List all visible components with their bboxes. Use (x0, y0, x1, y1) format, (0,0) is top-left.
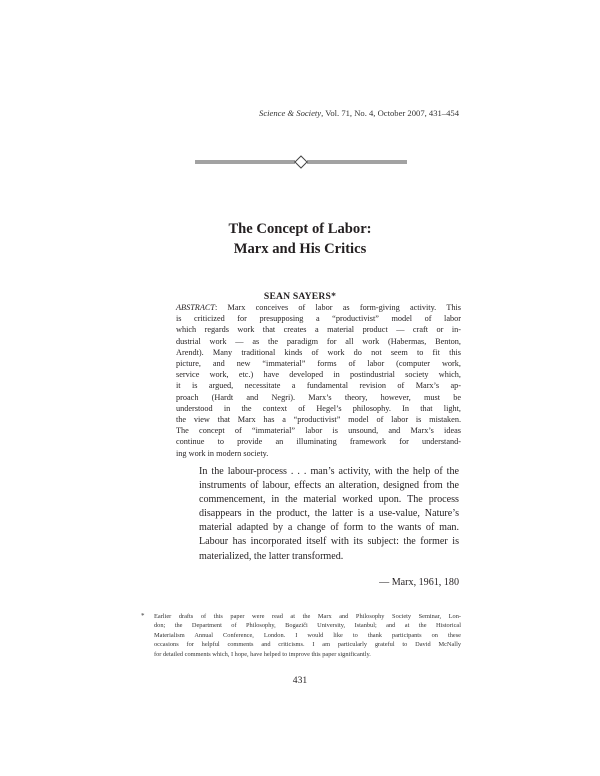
abstract-line: it is argued, necessitate a fundamental revision of Marx’s ap- (176, 381, 461, 391)
epigraph-line: commencement, in the material worked upon. The process (199, 494, 459, 506)
footnote-line: don; the Department of Philosophy, Bogaziči University, Istanbul; and at the Historical (154, 622, 461, 630)
epigraph-line: materialized, the latter transformed. (199, 550, 344, 562)
footnote (154, 612, 461, 659)
abstract-line: the view that Marx has a “productivist” model of labor is mistaken. (176, 415, 461, 425)
abstract-line: proach (Hardt and Negri). Marx’s theory, however, must be (176, 392, 461, 402)
footnote-marker: * (141, 612, 145, 620)
abstract-line: dustrial work — as the paradigm for all work (Habermas, Benton, (176, 336, 461, 346)
epigraph-source: — Marx, 1961, 180 (379, 577, 459, 588)
abstract-label: ABSTRACT (176, 303, 215, 312)
title-line-2: Marx and His Critics (233, 241, 367, 257)
abstract-line: continue to provide an illuminating framework for understand- (176, 437, 461, 447)
abstract-line: The concept of “immaterial” labor is unsound, and Marx’s ideas (176, 426, 461, 436)
footnote-line: occasions for helpful comments and criticisms. I am particularly grateful to David McNally (154, 641, 461, 649)
epigraph-line: material adapted by a change of form to the wants of man. (199, 522, 459, 534)
abstract-line: understood in the context of Hegel’s philosophy. In that light, (176, 403, 461, 413)
paper-title (0, 219, 600, 259)
footnote-line: Earlier drafts of this paper were read at the Marx and Philosophy Society Seminar, Lon- (154, 613, 461, 620)
page-number: 431 (292, 675, 308, 686)
footnote-line: for detailed comments which, I hope, have helped to improve this paper significantly. (154, 650, 371, 658)
footnote-line: Materialism Annual Conference, London. I would like to thank participants on these (154, 631, 461, 639)
epigraph-line: Labour has incorporated itself with its subject: the former is (199, 536, 459, 548)
abstract-line: service work, etc.) have developed in postindustrial society which, (176, 370, 461, 380)
abstract-line: ABSTRACT: Marx conceives of labor as form-giving activity. This (176, 303, 461, 312)
abstract (176, 302, 461, 459)
abstract-line: picture, and new “immaterial” forms of labor (computer work, (176, 359, 461, 369)
epigraph-line: In the labour-process . . . man’s activity, with the help of the (199, 466, 459, 477)
journal-name: Science & Society (259, 108, 322, 118)
title-ornament-rule (195, 155, 407, 169)
diamond-icon (295, 156, 307, 168)
abstract-line: is criticized for presupposing a “productivist” model of labor (176, 314, 461, 324)
abstract-line: ing work in modern society. (176, 448, 269, 458)
abstract-line: which regards work that creates a material product — craft or in- (176, 325, 461, 335)
journal-citation (259, 108, 459, 118)
author-name: SEAN SAYERS* (263, 291, 337, 302)
epigraph-line: instruments of labour, effects an alteration, designed from the (199, 480, 459, 492)
volume-issue: , Vol. 71, No. 4, October 2007, 431–454 (321, 108, 459, 118)
title-line-1: The Concept of Labor: (228, 221, 372, 237)
epigraph-quote (199, 465, 459, 564)
epigraph-line: disappears in the product, the latter is a use-value, Nature’s (199, 508, 459, 520)
abstract-line: Arendt). Many traditional kinds of work do not seem to fit this (176, 347, 461, 357)
